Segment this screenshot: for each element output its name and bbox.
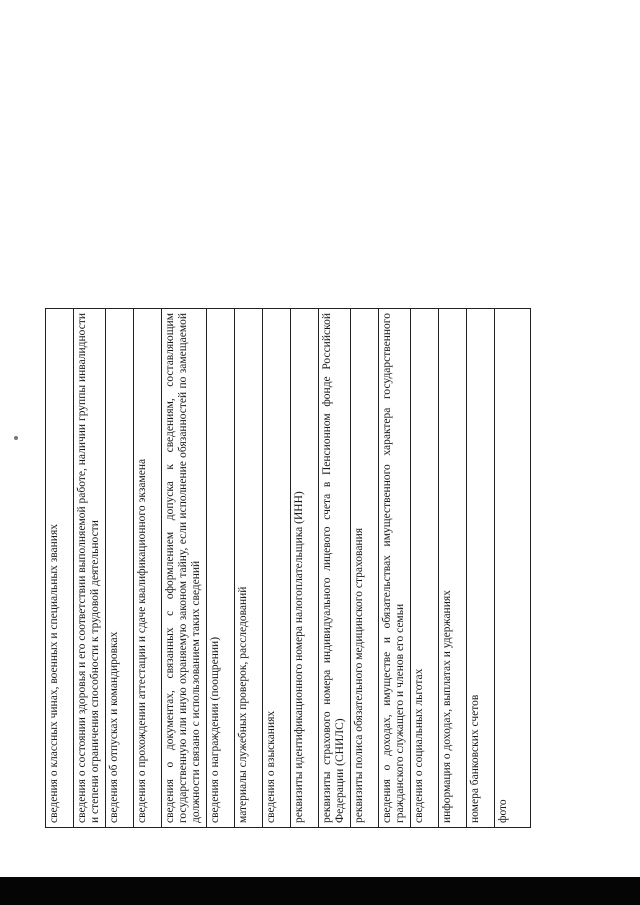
table-row <box>467 309 495 828</box>
table-row <box>235 309 263 828</box>
table-cell: сведения о доходах, имуществе и обязательствах имущественного характера государственного гражданского служащего и членов его семьи <box>379 309 411 828</box>
table-cell: сведения о прохождении аттестации и сдаче квалификационного экзамена <box>134 309 162 828</box>
table-cell: номера банковских счетов <box>467 309 495 828</box>
table-row <box>291 309 319 828</box>
table-row <box>134 309 162 828</box>
table-cell: реквизиты полиса обязательного медицинского страхования <box>351 309 379 828</box>
table-row <box>319 309 351 828</box>
table-row <box>106 309 134 828</box>
table-cell: сведения об отпусках и командировках <box>106 309 134 828</box>
table-cell: фото <box>495 309 531 828</box>
rotated-document-table <box>45 308 597 828</box>
table-row <box>207 309 235 828</box>
table-row <box>351 309 379 828</box>
table-cell: материалы служебных проверок, расследований <box>235 309 263 828</box>
table-cell: информация о доходах, выплатах и удержаниях <box>439 309 467 828</box>
table-cell: сведения о состоянии здоровья и его соответствии выполняемой работе, наличии группы инвалидности и степени ограничения способности к трудовой деятельности <box>74 309 106 828</box>
table-row <box>263 309 291 828</box>
table-row <box>74 309 106 828</box>
table-cell: сведения о классных чинах, военных и специальных званиях <box>46 309 74 828</box>
table-cell: сведения о социальных льготах <box>411 309 439 828</box>
table-row <box>379 309 411 828</box>
table-row <box>439 309 467 828</box>
table-row <box>46 309 74 828</box>
table-row <box>162 309 207 828</box>
table-cell: реквизиты идентификационного номера налогоплательщика (ИНН) <box>291 309 319 828</box>
table-row <box>495 309 531 828</box>
table-cell: сведения о награждении (поощрении) <box>207 309 235 828</box>
table-cell: сведения о взысканиях <box>263 309 291 828</box>
scan-speck <box>14 436 18 440</box>
table-cell: сведения о документах, связанных с оформлением допуска к сведениям, составляющим государственную или иную охраняемую законом тайну, если исполнение обязанностей по замещаемой должности связано с использованием таких сведений <box>162 309 207 828</box>
table-row <box>411 309 439 828</box>
table-cell: реквизиты страхового номера индивидуального лицевого счета в Пенсионном фонде Российской Федерации (СНИЛС) <box>319 309 351 828</box>
personal-data-table <box>45 308 531 828</box>
scanner-black-border <box>0 877 640 905</box>
